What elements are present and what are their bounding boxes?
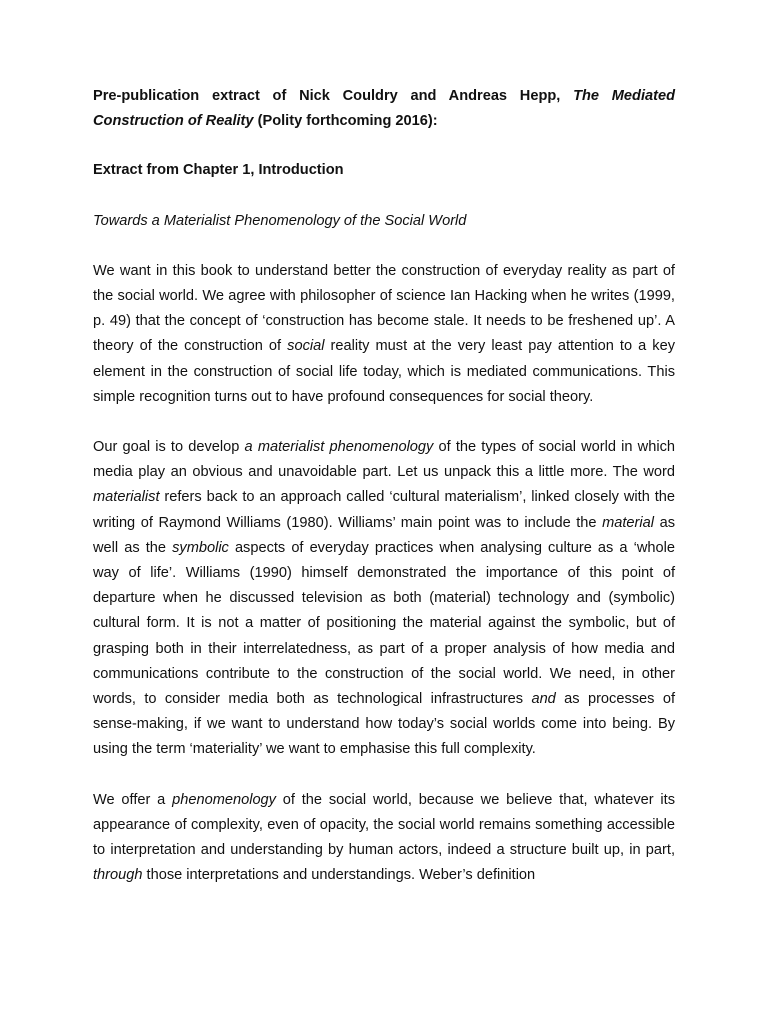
chapter-heading: Extract from Chapter 1, Introduction: [93, 162, 344, 179]
italic-text-segment: social: [287, 338, 325, 355]
text-segment: refers back to an approach called ‘cultural materialism’, linked closely with the writing of Raymond Williams (1980). Williams’ main point was to include the: [93, 489, 675, 531]
paragraph-3: [93, 788, 675, 889]
section-title: Towards a Materialist Phenomenology of the Social World: [93, 212, 467, 229]
book-title: The Mediated Construction of Reality: [93, 88, 676, 130]
document-page: [93, 84, 675, 888]
italic-text-segment: materialist: [93, 489, 160, 506]
text-segment: of the types of social world in which media play an obvious and unavoidable part. Let us unpack this a little more. The word: [93, 439, 675, 481]
title-prefix: Pre-publication extract of Nick Couldry and Andreas Hepp,: [93, 88, 574, 104]
italic-text-segment: material: [602, 514, 655, 531]
italic-text-segment: phenomenology: [172, 791, 276, 808]
text-segment: Our goal is to develop: [93, 439, 245, 456]
title-suffix: (Polity forthcoming 2016):: [253, 113, 438, 130]
text-segment: aspects of everyday practices when analysing culture as a ‘whole way of life’. Williams (1990) himself demonstrated the importance of this point of departure when he discussed television as both (material) technology and (symbolic) cultural form. It is not a matter of positioning the material against the symbolic, but of grasping both in their interrelatedness, as part of a proper analysis of how media and communications contribute to the construction of the social world. We need, in other words, to consider media both as technological infrastructures: [93, 539, 675, 708]
text-segment: We offer a: [93, 791, 173, 808]
paragraph-2: [93, 435, 675, 763]
text-segment: of the social world, because we believe that, whatever its appearance of complexity, even of opacity, the social world remains something accessible to interpretation and understanding by human actors, indeed a structure built up, in part,: [93, 791, 675, 859]
text-segment: reality must at the very least pay attention to a key element in the construction of social life today, which is mediated communications. This simple recognition turns out to have profound consequences for social theory.: [93, 338, 675, 405]
text-segment: We want in this book to understand better the construction of everyday reality as part of the social world. We agree with philosopher of science Ian Hacking when he writes (1999, p. 49) that the concept of ‘construction has become stale. It needs to be freshened up’. A theory of the construction of: [93, 262, 675, 355]
italic-text-segment: through: [93, 867, 143, 884]
text-segment: those interpretations and understandings. Weber’s definition: [142, 867, 536, 884]
italic-text-segment: a materialist phenomenology: [244, 439, 434, 456]
text-segment: as processes of sense-making, if we want to understand how today’s social worlds come into being. By using the term ‘materiality’ we want to emphasise this full complexity.: [93, 691, 676, 758]
italic-text-segment: symbolic: [172, 539, 229, 556]
text-segment: as well as the: [93, 514, 675, 556]
italic-text-segment: and: [531, 691, 556, 708]
document-title: [93, 84, 675, 134]
paragraph-1: [93, 259, 675, 410]
